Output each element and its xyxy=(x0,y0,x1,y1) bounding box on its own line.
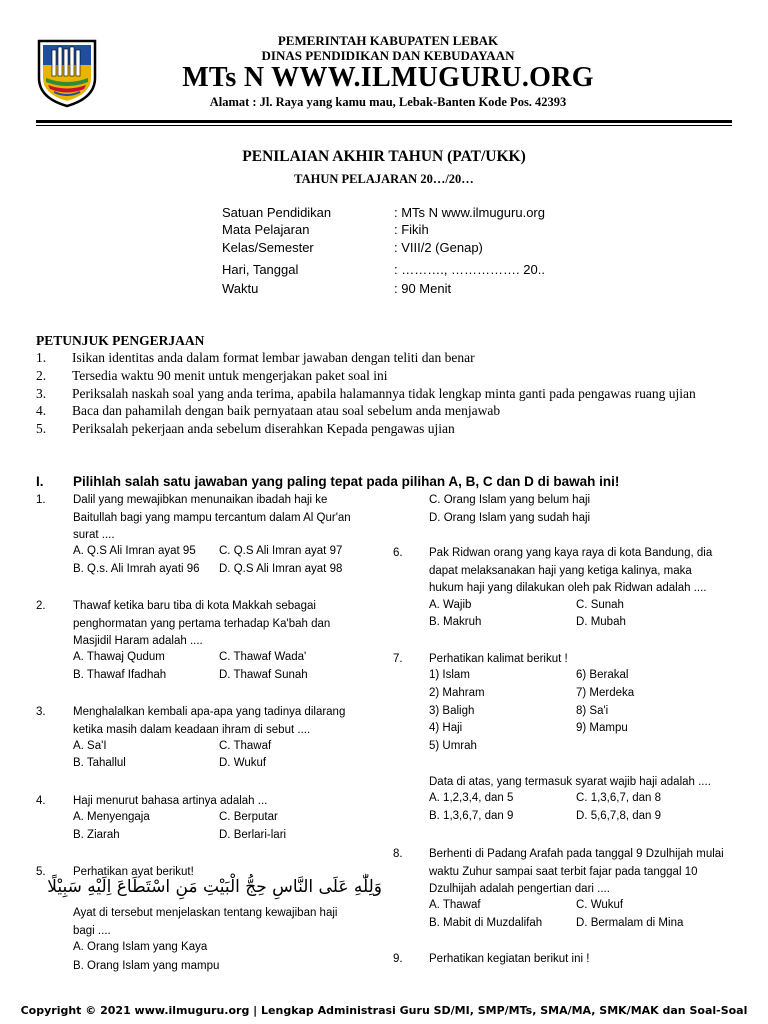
answer-option: D. 5,6,7,8, dan 9 xyxy=(576,810,662,822)
answer-option: B. Ziarah xyxy=(73,829,120,841)
identity-value: : VIII/2 (Genap) xyxy=(394,240,483,255)
answer-option: D. Bermalam di Mina xyxy=(576,917,684,929)
question-number: 6. xyxy=(393,547,403,559)
answer-option: A. Sa'I xyxy=(73,740,107,752)
question-number: 3. xyxy=(36,706,46,718)
copyright-footer: Copyright © 2021 www.ilmuguru.org | Lengkap Administrasi Guru SD/MI, SMP/MTs, SMA/MA, SMK/MAK dan Soal-Soal xyxy=(20,1004,748,1017)
identity-label: Mata Pelajaran xyxy=(222,222,310,237)
answer-option: B. Orang Islam yang mampu xyxy=(73,960,220,972)
instruction-item: 3. Periksalah naskah soal yang anda terima, apabila halamannya tidak lengkap minta ganti pada pengawas ruang ujian xyxy=(36,386,696,401)
question-text: Thawaf ketika baru tiba di kota Makkah sebagai penghormatan yang pertama terhadap Ka'bah dan Masjidil Haram adalah .... xyxy=(73,600,331,647)
answer-option: A. Wajib xyxy=(429,599,472,611)
answer-option: A. Thawaj Qudum xyxy=(73,651,165,663)
identity-value: : 90 Menit xyxy=(394,281,452,296)
answer-option: C. Thawaf xyxy=(219,740,272,752)
instruction-item: 1. Isikan identitas anda dalam format lembar jawaban dengan teliti dan benar xyxy=(36,350,475,365)
question-text: Haji menurut bahasa artinya adalah ... xyxy=(73,795,268,807)
instruction-item: 4. Baca dan pahamilah dengan baik pernyataan atau soal sebelum anda menjawab xyxy=(36,403,501,418)
answer-option: D. Wukuf xyxy=(219,757,267,769)
answer-option: C. Berputar xyxy=(219,811,278,823)
answer-option: C. Orang Islam yang belum haji xyxy=(429,494,591,506)
list-item: 6) Berakal xyxy=(576,669,629,681)
answer-option: D. Orang Islam yang sudah haji xyxy=(429,512,591,524)
question-text: Perhatikan ayat berikut! xyxy=(73,866,194,878)
question-number: 8. xyxy=(393,848,403,860)
question-text: Ayat di tersebut menjelaskan tentang kewajiban haji bagi .... xyxy=(73,907,338,937)
answer-option: D. Mubah xyxy=(576,616,626,628)
list-item: 8) Sa'i xyxy=(576,705,609,717)
question-text: Menghalalkan kembali apa-apa yang tadinya dilarang ketika masih dalam keadaan ihram di sebut .... xyxy=(73,706,346,736)
identity-label: Waktu xyxy=(222,281,259,296)
header-divider-thick xyxy=(36,120,732,123)
question-text: Perhatikan kegiatan berikut ini ! xyxy=(429,953,590,965)
school-name: MTs N WWW.ILMUGURU.ORG xyxy=(182,62,594,93)
answer-option: D. Thawaf Sunah xyxy=(219,669,308,681)
answer-option: A. Thawaf xyxy=(429,899,481,911)
section-heading: I. Pilihlah salah satu jawaban yang paling tepat pada pilihan A, B, C dan D di bawah ini! xyxy=(36,474,620,489)
answer-option: D. Q.S Ali Imran ayat 98 xyxy=(219,563,343,575)
question-text: Berhenti di Padang Arafah pada tanggal 9 Dzulhijah mulai waktu Zuhur sampai saat terbit fajar pada tanggal 10 Dzulhijah adalah pengertian dari .... xyxy=(429,848,724,895)
identity-value: : MTs N www.ilmuguru.org xyxy=(394,205,545,220)
gov-header-line: PEMERINTAH KABUPATEN LEBAK xyxy=(277,33,499,48)
question-text: Dalil yang mewajibkan menunaikan ibadah haji ke Baitullah bagi yang mampu tercantum dalam Al Qur'an surat .... xyxy=(73,494,351,541)
list-item: 9) Mampu xyxy=(576,722,628,734)
answer-option: B. Thawaf Ifadhah xyxy=(73,669,167,681)
list-item: 5) Umrah xyxy=(429,740,477,752)
answer-option: B. Tahallul xyxy=(73,757,126,769)
answer-option: B. Q.s. Ali Imrah ayati 96 xyxy=(73,563,200,575)
list-item: 2) Mahram xyxy=(429,687,485,699)
answer-option: B. 1,3,6,7, dan 9 xyxy=(429,810,514,822)
list-item: 4) Haji xyxy=(429,722,463,734)
question-number: 7. xyxy=(393,653,403,665)
question-number: 9. xyxy=(393,953,403,965)
instruction-item: 5. Periksalah pekerjaan anda sebelum diserahkan Kepada pengawas ujian xyxy=(36,421,455,436)
instructions-title: PETUNJUK PENGERJAAN xyxy=(36,333,205,348)
answer-option: D. Berlari-lari xyxy=(219,829,287,841)
question-text: Pak Ridwan orang yang kaya raya di kota Bandung, dia dapat melaksanakan haji yang ketiga kalinya, maka hukum haji yang dilakukan oleh pak Ridwan adalah .... xyxy=(429,547,713,594)
answer-option: C. Sunah xyxy=(576,599,624,611)
exam-title: PENILAIAN AKHIR TAHUN (PAT/UKK) xyxy=(242,148,526,165)
dept-header-line: DINAS PENDIDIKAN DAN KEBUDAYAAN xyxy=(261,48,515,63)
identity-value: : ………., ……………. 20.. xyxy=(394,262,545,277)
school-address: Alamat : Jl. Raya yang kamu mau, Lebak-Banten Kode Pos. 42393 xyxy=(209,95,567,109)
list-item: 1) Islam xyxy=(429,669,470,681)
answer-option: A. 1,2,3,4, dan 5 xyxy=(429,792,514,804)
answer-option: A. Menyengaja xyxy=(73,811,150,823)
question-text: Data di atas, yang termasuk syarat wajib haji adalah .... xyxy=(429,776,711,788)
answer-option: C. Q.S Ali Imran ayat 97 xyxy=(219,545,343,557)
answer-option: B. Mabit di Muzdalifah xyxy=(429,917,543,929)
identity-label: Satuan Pendidikan xyxy=(222,205,332,220)
question-number: 4. xyxy=(36,795,46,807)
exam-year: TAHUN PELAJARAN 20…/20… xyxy=(294,172,474,186)
question-text: Perhatikan kalimat berikut ! xyxy=(429,653,568,665)
header-divider-thin xyxy=(36,125,732,126)
question-number: 1. xyxy=(36,494,46,506)
answer-option: A. Q.S Ali Imran ayat 95 xyxy=(73,545,196,557)
instruction-item: 2. Tersedia waktu 90 menit untuk mengerjakan paket soal ini xyxy=(36,368,388,383)
answer-option: C. 1,3,6,7, dan 8 xyxy=(576,792,662,804)
answer-option: C. Thawaf Wada' xyxy=(219,651,307,663)
list-item: 3) Baligh xyxy=(429,705,475,717)
list-item: 7) Merdeka xyxy=(576,687,635,699)
question-number: 5. xyxy=(36,866,46,878)
identity-label: Hari, Tanggal xyxy=(222,262,299,277)
identity-label: Kelas/Semester xyxy=(222,240,314,255)
identity-value: : Fikih xyxy=(394,222,429,237)
quran-verse: وَلِلّٰهِ عَلَى النَّاسِ حِجُّ الْبَيْتِ مَنِ اسْتَطَاعَ اِلَيْهِ سَبِيْلًا xyxy=(47,877,382,897)
answer-option: C. Wukuf xyxy=(576,899,624,911)
question-number: 2. xyxy=(36,600,46,612)
school-logo xyxy=(36,38,98,108)
answer-option: A. Orang Islam yang Kaya xyxy=(73,941,208,953)
answer-option: B. Makruh xyxy=(429,616,482,628)
